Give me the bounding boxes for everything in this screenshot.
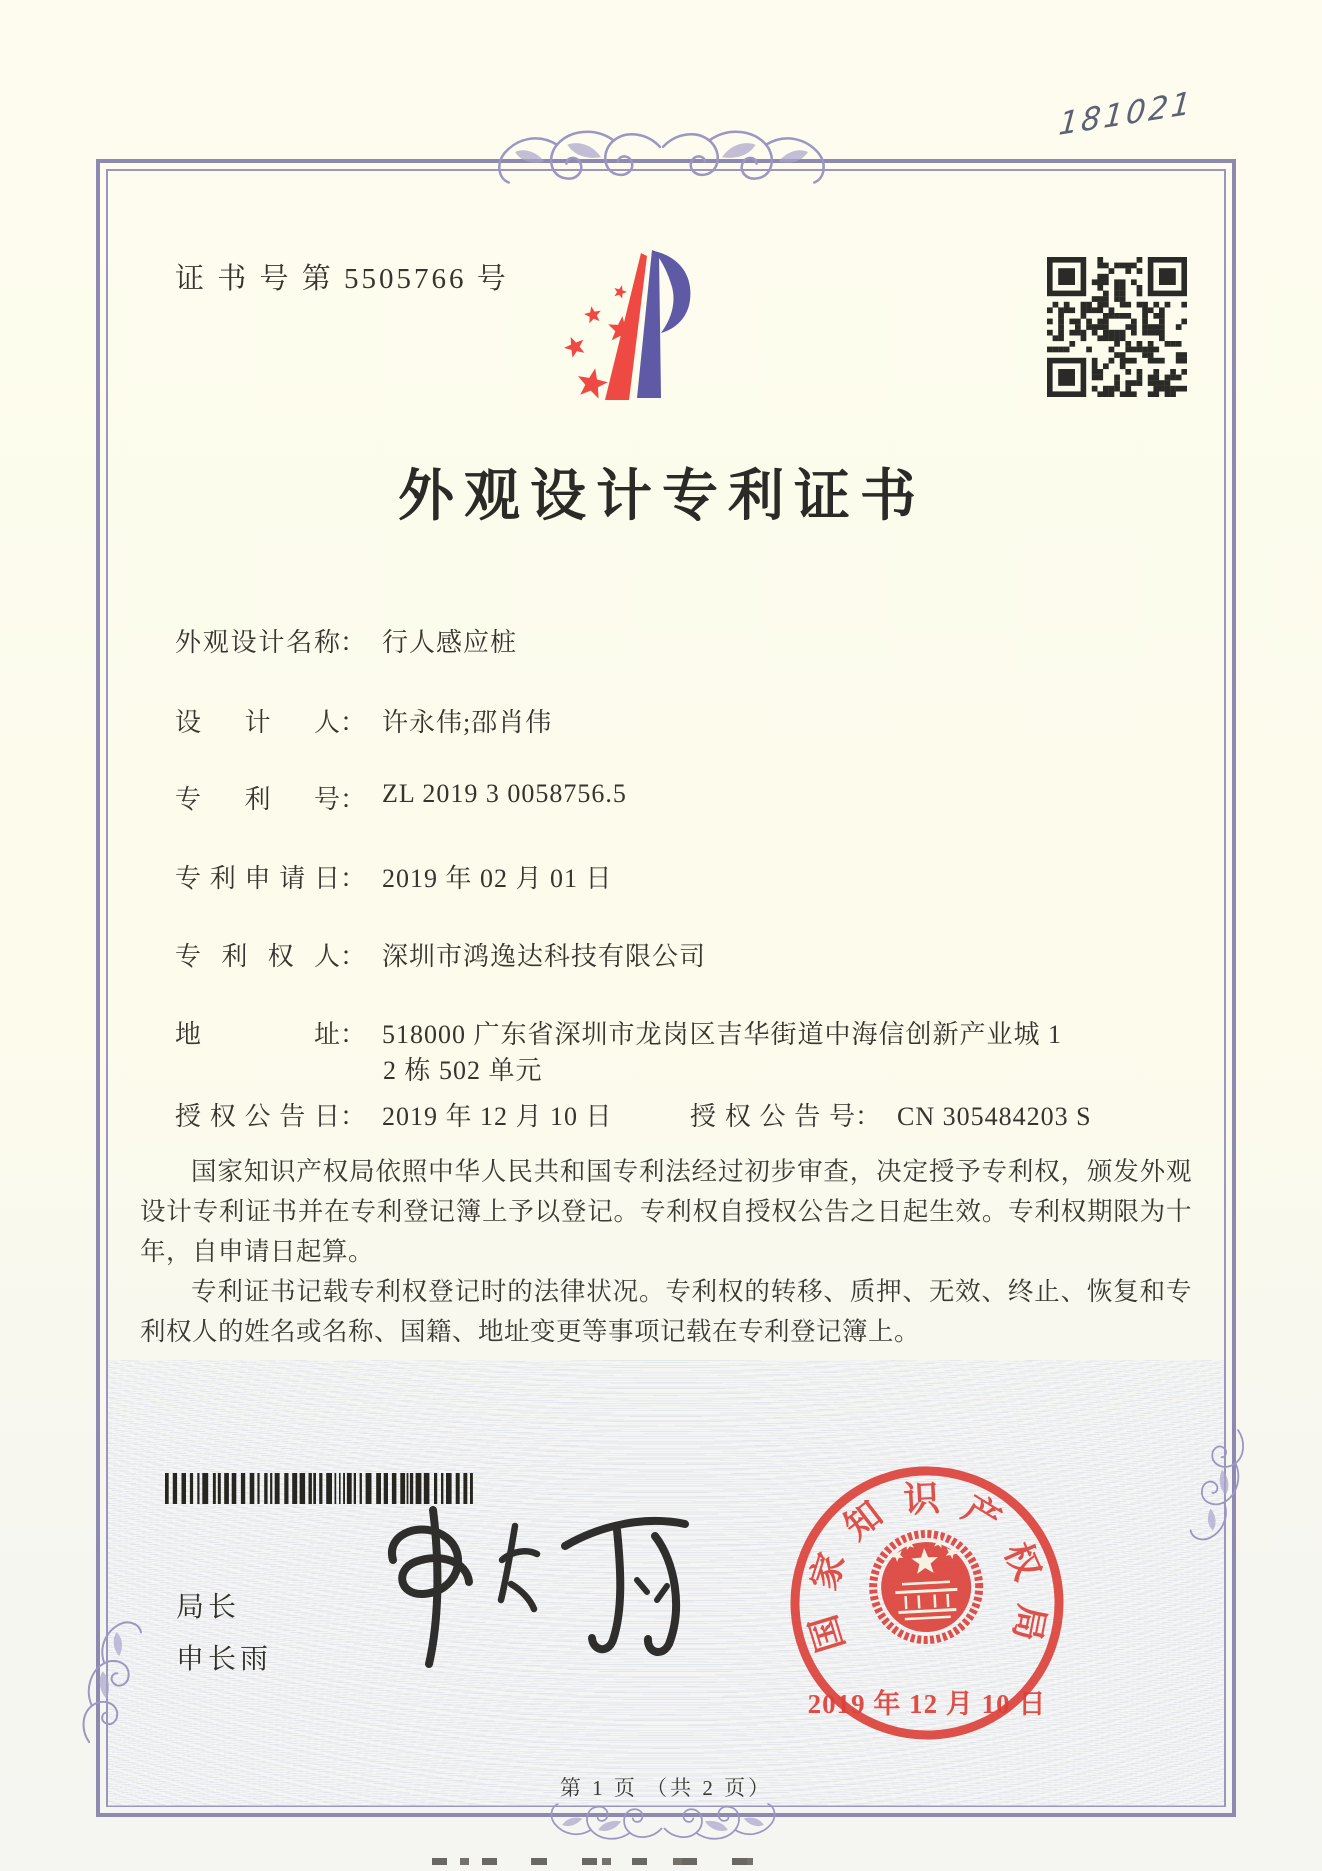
field-label: 授权公告号 — [690, 1102, 855, 1131]
field-filing-date: 专利申请日： 2019 年 02 月 01 日 — [0, 858, 1322, 895]
field-value: 2019 年 12 月 10 日 — [382, 1102, 613, 1131]
field-value: 行人感应桩 — [382, 628, 518, 657]
seal-date: 2019 年 12 月 10 日 — [807, 1689, 1047, 1719]
national-emblem-icon — [870, 1531, 981, 1642]
field-value: 518000 广东省深圳市龙岗区吉华街道中海信创新产业城 1 — [382, 1020, 1063, 1049]
svg-text:权: 权 — [996, 1536, 1048, 1586]
field-label: 授权公告日 — [175, 1102, 340, 1131]
legal-paragraph-2: 专利证书记载专利权登记时的法律状况。专利权的转移、质押、无效、终止、恢复和专利权人的姓名或名称、国籍、地址变更等事项记载在专利登记簿上。 — [140, 1277, 1192, 1346]
legal-paragraph-1: 国家知识产权局依照中华人民共和国专利法经过初步审查，决定授予专利权，颁发外观设计专利证书并在专利登记簿上予以登记。专利权自授权公告之日起生效。专利权期限为十年，自申请日起算。 — [140, 1157, 1192, 1266]
svg-text:识: 识 — [902, 1478, 941, 1521]
field-patentee: 专利权人： 深圳市鸿逸达科技有限公司 — [0, 936, 1322, 973]
field-address-line2: 2 栋 502 单元 — [383, 1056, 543, 1085]
signature — [355, 1488, 695, 1703]
legal-text — [140, 1152, 1192, 1352]
field-label: 外观设计名称 — [175, 628, 340, 657]
page-number: 第 1 页 （共 2 页） — [559, 1776, 773, 1800]
svg-text:产: 产 — [955, 1488, 1008, 1541]
svg-text:国: 国 — [803, 1610, 852, 1657]
signer-name: 申长雨 — [176, 1644, 273, 1675]
field-value: 深圳市鸿逸达科技有限公司 — [382, 942, 707, 971]
field-value: CN 305484203 S — [897, 1102, 1092, 1131]
field-value: ZL 2019 3 0058756.5 — [382, 779, 627, 808]
top-center-scroll-ornament — [495, 112, 828, 208]
field-label: 专利号 — [175, 785, 340, 814]
svg-text:家: 家 — [803, 1548, 853, 1595]
qr-code — [1047, 257, 1187, 397]
field-label: 专利申请日 — [175, 864, 340, 893]
certificate-title: 外观设计专利证书 — [398, 466, 926, 528]
right-edge-scroll-ornament — [1188, 1425, 1268, 1595]
certificate-number: 证 书 号 第 5505766 号 — [175, 263, 509, 295]
field-label: 专利权人 — [175, 942, 340, 971]
cnipa-logo — [553, 248, 713, 408]
field-design-name: 外观设计名称： 行人感应桩 — [0, 622, 1322, 659]
svg-text:局: 局 — [1006, 1601, 1053, 1645]
field-value: 2019 年 02 月 01 日 — [382, 864, 613, 893]
cutoff-text-fragment — [432, 1858, 780, 1865]
field-label: 地址 — [175, 1020, 340, 1049]
svg-text:知: 知 — [836, 1493, 890, 1548]
bottom-left-scroll-ornament — [58, 1545, 148, 1745]
field-address: 地址： 518000 广东省深圳市龙岗区吉华街道中海信创新产业城 1 — [0, 1014, 1322, 1051]
field-value: 许永伟;邵肖伟 — [382, 708, 553, 737]
field-label: 设计人 — [175, 708, 340, 737]
handwritten-note: 181021 — [1057, 84, 1196, 144]
signer-title: 局长 — [176, 1592, 241, 1623]
field-grant-row: 授权公告日： 2019 年 12 月 10 日 授权公告号： CN 305484203 S — [0, 1096, 1322, 1133]
field-designer: 设计人： 许永伟;邵肖伟 — [0, 702, 1322, 739]
field-patent-number: 专利号： ZL 2019 3 0058756.5 — [175, 779, 627, 814]
